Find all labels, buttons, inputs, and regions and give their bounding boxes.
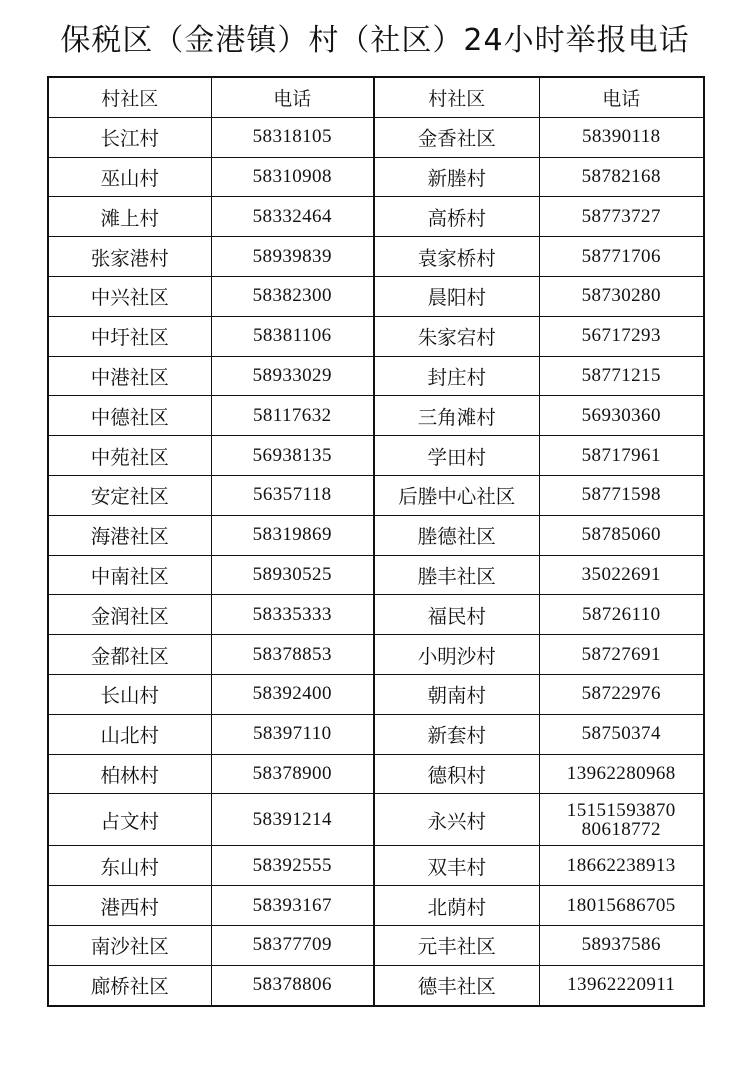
phone-number-text: 58750374 [581,723,661,745]
phone-number-text: 58393167 [252,894,332,916]
page-title: 保税区（金港镇）村（社区）24小时举报电话 [60,23,690,58]
village-name-left: 中德社区 [48,396,211,436]
village-name-left: 山北村 [48,714,211,754]
phone-number-text: 58377709 [252,934,332,956]
phone-number-text: 58727691 [581,643,661,665]
village-name-right: 永兴村 [374,794,539,846]
phone-number-text: 58785060 [581,524,661,546]
phone-number-right [539,595,704,635]
phone-number-right [539,555,704,595]
table-header-row [48,77,704,117]
phone-number-text: 58391214 [252,808,332,830]
table-row [48,794,704,846]
phone-number-right [539,635,704,675]
phone-number-text: 58717961 [581,444,661,466]
table-row [48,635,704,675]
phone-number-text: 58930525 [252,563,332,585]
table-row [48,117,704,157]
village-name-left: 安定社区 [48,475,211,515]
phone-number-text: 58726110 [582,603,661,625]
village-name-right: 元丰社区 [374,925,539,965]
phone-number-left [211,237,374,277]
phone-number-text: 58378900 [252,762,332,784]
village-name-right: 后塍中心社区 [374,475,539,515]
table-row [48,674,704,714]
phone-number-right [539,674,704,714]
village-name-right: 塍丰社区 [374,555,539,595]
village-name-left: 东山村 [48,846,211,886]
phone-number-left [211,316,374,356]
phone-number-right [539,436,704,476]
phone-number-text: 18662238913 [566,854,676,876]
village-name-left: 中圩社区 [48,316,211,356]
phone-number-text: 58397110 [253,723,332,745]
phone-number-right [539,237,704,277]
phone-number-right [539,714,704,754]
table-row [48,714,704,754]
phone-number-text: 58378806 [252,974,332,996]
table-row [48,965,704,1005]
phone-number-left [211,396,374,436]
phone-number-left [211,276,374,316]
phone-number-right [539,197,704,237]
phone-number-right [539,396,704,436]
village-name-left: 巫山村 [48,157,211,197]
table-row [48,515,704,555]
table-row [48,396,704,436]
table-row [48,237,704,277]
phone-number-text: 15151593870 [566,799,676,821]
village-name-right: 德积村 [374,754,539,794]
phone-number-text: 58771598 [581,484,661,506]
header-phone-left: 电话 [211,77,374,117]
phone-number-text: 58335333 [252,603,332,625]
table-row [48,276,704,316]
village-name-left: 中兴社区 [48,276,211,316]
table-body [48,117,704,1005]
phone-number-left [211,794,374,846]
village-name-right: 新塍村 [374,157,539,197]
village-name-right: 塍德社区 [374,515,539,555]
phone-number-right [539,515,704,555]
phone-number-text: 58939839 [252,245,332,267]
phone-number-text: 58782168 [581,165,661,187]
phone-number-text: 58771706 [581,245,661,267]
village-name-right: 北荫村 [374,886,539,926]
phone-number-left [211,886,374,926]
table-row [48,197,704,237]
phone-number-left [211,515,374,555]
phone-number-left [211,925,374,965]
phone-number-left [211,356,374,396]
village-name-right: 学田村 [374,436,539,476]
phone-number-right [539,276,704,316]
phone-number-text: 58771215 [581,364,661,386]
village-name-left: 长江村 [48,117,211,157]
phone-number-text: 58392555 [252,854,332,876]
phone-number-text: 13962280968 [566,762,676,784]
phone-number-right [539,475,704,515]
village-name-right: 福民村 [374,595,539,635]
phone-number-left [211,846,374,886]
phone-number-text: 58722976 [581,683,661,705]
phone-number-text: 58319869 [252,524,332,546]
village-name-right: 袁家桥村 [374,237,539,277]
village-name-right: 封庄村 [374,356,539,396]
phone-number-text: 58392400 [252,683,332,705]
phone-number-text: 58117632 [253,404,332,426]
phone-number-left [211,157,374,197]
phone-number-text: 58332464 [252,205,332,227]
village-name-left: 占文村 [48,794,211,846]
village-name-right: 三角滩村 [374,396,539,436]
phone-number-left [211,117,374,157]
phone-number-text: 58933029 [252,364,332,386]
phone-number-right [539,117,704,157]
phone-number-left [211,714,374,754]
village-name-left: 廊桥社区 [48,965,211,1005]
phone-number-text: 56930360 [581,404,661,426]
phone-number-left [211,197,374,237]
phone-number-text: 58382300 [252,285,332,307]
phone-number-right [539,965,704,1005]
table-row [48,475,704,515]
table-row [48,316,704,356]
phone-number-left [211,674,374,714]
village-name-right: 金香社区 [374,117,539,157]
village-name-left: 中港社区 [48,356,211,396]
village-name-right: 朱家宕村 [374,316,539,356]
phone-number-text: 58318105 [252,126,332,148]
village-name-left: 南沙社区 [48,925,211,965]
phone-number-right [539,925,704,965]
phone-number-right [539,356,704,396]
phone-number-left [211,595,374,635]
phone-number-left [211,754,374,794]
header-village-left: 村社区 [48,77,211,117]
village-name-left: 长山村 [48,674,211,714]
village-name-left: 港西村 [48,886,211,926]
phone-number-left [211,475,374,515]
phone-number-text: 56938135 [252,444,332,466]
phone-number-text: 58381106 [253,325,332,347]
phone-number-text: 58937586 [581,934,661,956]
phone-number-right [539,157,704,197]
table-row [48,846,704,886]
village-name-right: 新套村 [374,714,539,754]
table-row [48,595,704,635]
phone-number-text: 58310908 [252,165,332,187]
village-name-right: 晨阳村 [374,276,539,316]
hotline-table-container [47,76,703,1007]
village-name-left: 滩上村 [48,197,211,237]
village-name-left: 海港社区 [48,515,211,555]
table-row [48,754,704,794]
village-name-right: 德丰社区 [374,965,539,1005]
hotline-table [47,76,705,1007]
village-name-right: 朝南村 [374,674,539,714]
header-phone-right: 电话 [539,77,704,117]
village-name-left: 金都社区 [48,635,211,675]
phone-number-text: 58378853 [252,643,332,665]
phone-number-left [211,965,374,1005]
phone-number-text: 13962220911 [567,974,676,996]
phone-number-left [211,635,374,675]
phone-number-text: 18015686705 [566,894,676,916]
table-row [48,356,704,396]
phone-number-text: 56357118 [253,484,332,506]
village-name-left: 柏林村 [48,754,211,794]
phone-number-right [539,754,704,794]
header-village-right: 村社区 [374,77,539,117]
village-name-left: 中苑社区 [48,436,211,476]
village-name-left: 中南社区 [48,555,211,595]
phone-number-right [539,794,704,846]
phone-number-text: 35022691 [581,563,661,585]
table-row [48,436,704,476]
phone-number-left [211,436,374,476]
table-row [48,157,704,197]
table-row [48,925,704,965]
village-name-right: 高桥村 [374,197,539,237]
phone-number-right [539,316,704,356]
phone-number-text: 58730280 [581,285,661,307]
phone-number-right [539,846,704,886]
phone-number-text: 80618772 [581,818,661,840]
phone-number-right [539,886,704,926]
phone-number-text: 58390118 [582,126,661,148]
village-name-right: 小明沙村 [374,635,539,675]
phone-number-text: 56717293 [581,325,661,347]
phone-number-left [211,555,374,595]
table-row [48,886,704,926]
phone-number-text: 58773727 [581,205,661,227]
table-row [48,555,704,595]
village-name-right: 双丰村 [374,846,539,886]
village-name-left: 金润社区 [48,595,211,635]
village-name-left: 张家港村 [48,237,211,277]
